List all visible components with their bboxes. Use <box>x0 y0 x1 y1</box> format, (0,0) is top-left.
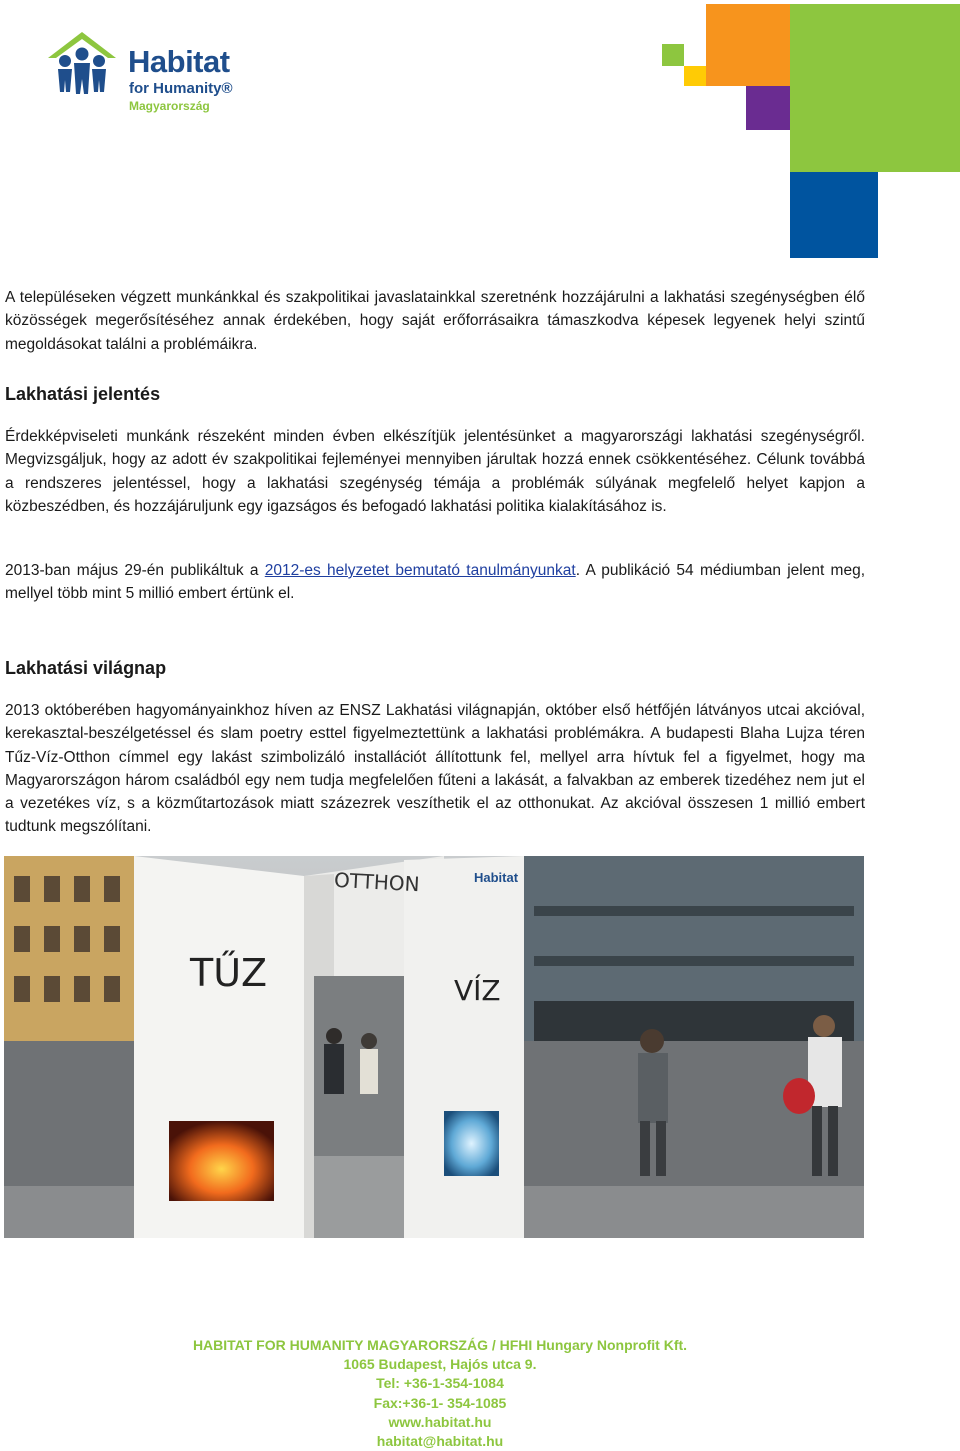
footer-website-link[interactable]: www.habitat.hu <box>388 1413 492 1430</box>
publication-text-after: . A publikáció 54 médiumban jelent meg, mellyel több mint 5 millió embert értünk el. <box>5 562 866 603</box>
publication-text-before: 2013-ban május 29-én publikáltuk a <box>5 562 265 579</box>
deco-square-purple <box>746 86 790 130</box>
sign-viz: VÍZ <box>454 974 501 1007</box>
logo-text-country: Magyarország <box>129 99 210 113</box>
worldday-paragraph: 2013 októberében hagyományainkhoz híven az ENSZ Lakhatási világnapján, október első hétfőjén látványos utcai akcióval, kerekasztal-beszélgetéssel és slam poetry esttel figyelmeztettünk a lakhatási problémákra. A budapesti Blaha Lujza téren Tűz-Víz-Otthon címmel egy lakást szimbolizáló installációt állítottunk fel, mellyel arra hívtuk fel a figyelmet, hogy ma Magyarországon három családból egy nem tudja megfelelően fűteni a lakását, a falvakban az emberek tizedéhez nem jut el a vezetékes víz, s a közműtartozások miatt százezrek veszíthetik el az otthonukat. Az akcióval összesen 1 millió embert tudtunk megszólítani. <box>5 702 865 836</box>
deco-square-blue <box>790 172 878 258</box>
footer-phone: Tel: +36-1-354-1084 <box>376 1375 504 1392</box>
section-heading-report: Lakhatási jelentés <box>5 384 161 404</box>
study-link[interactable]: 2012-es helyzetet bemutató tanulmányunkat <box>264 562 576 579</box>
publication-paragraph <box>5 559 865 606</box>
logo-text-for-humanity: for Humanity® <box>129 80 233 97</box>
footer-email-link[interactable]: habitat@habitat.hu <box>376 1433 504 1450</box>
footer-address: 1065 Budapest, Hajós utca 9. <box>343 1356 537 1373</box>
report-paragraph: Érdekképviseleti munkánk részeként minden évben elkészítjük jelentésünket a magyarországi lakhatási szegénységről. Megvizsgáljuk, hogy az adott év szakpolitikai fejleményei mennyiben járultak hozzá ennek csökkentéséhez. Célunk továbbá a rendszeres jelentéssel, hogy a lakhatási szegénység témája a problémák súlyának megfelelő helyet kapjon a közbeszédben, és hozzájáruljunk egy igazságos és befogadó lakhatási politika kialakításához is. <box>5 428 865 515</box>
habitat-logo <box>44 30 244 116</box>
deco-square-green-large <box>790 4 960 172</box>
deco-square-orange <box>706 4 790 86</box>
footer-fax: Fax:+36-1- 354-1085 <box>373 1394 507 1411</box>
footer-org-name: HABITAT FOR HUMANITY MAGYARORSZÁG / HFHI Hungary Nonprofit Kft. <box>192 1337 688 1353</box>
photo-mini-logo: Habitat <box>474 870 519 885</box>
footer-contact <box>0 1336 880 1451</box>
installation-photo-illustration <box>4 856 864 1238</box>
section-heading-worldday: Lakhatási világnap <box>5 658 167 678</box>
house-people-icon <box>44 30 128 100</box>
installation-photo <box>4 856 864 1238</box>
sign-otthon: OTTHON <box>333 867 421 897</box>
sign-tuz: TŰZ <box>190 951 268 995</box>
deco-square-yellow <box>684 66 706 86</box>
deco-square-green-small <box>662 44 684 66</box>
logo-text-habitat: Habitat <box>128 44 230 79</box>
intro-paragraph: A településeken végzett munkánkkal és szakpolitikai javaslatainkkal szeretnénk hozzájárulni a lakhatási szegénységben élő közösségek megerősítéséhez annak érdekében, hogy saját erőforrásaikra támaszkodva képesek legyenek helyi szintű megoldásokat találni a problémáikra. <box>5 289 865 353</box>
